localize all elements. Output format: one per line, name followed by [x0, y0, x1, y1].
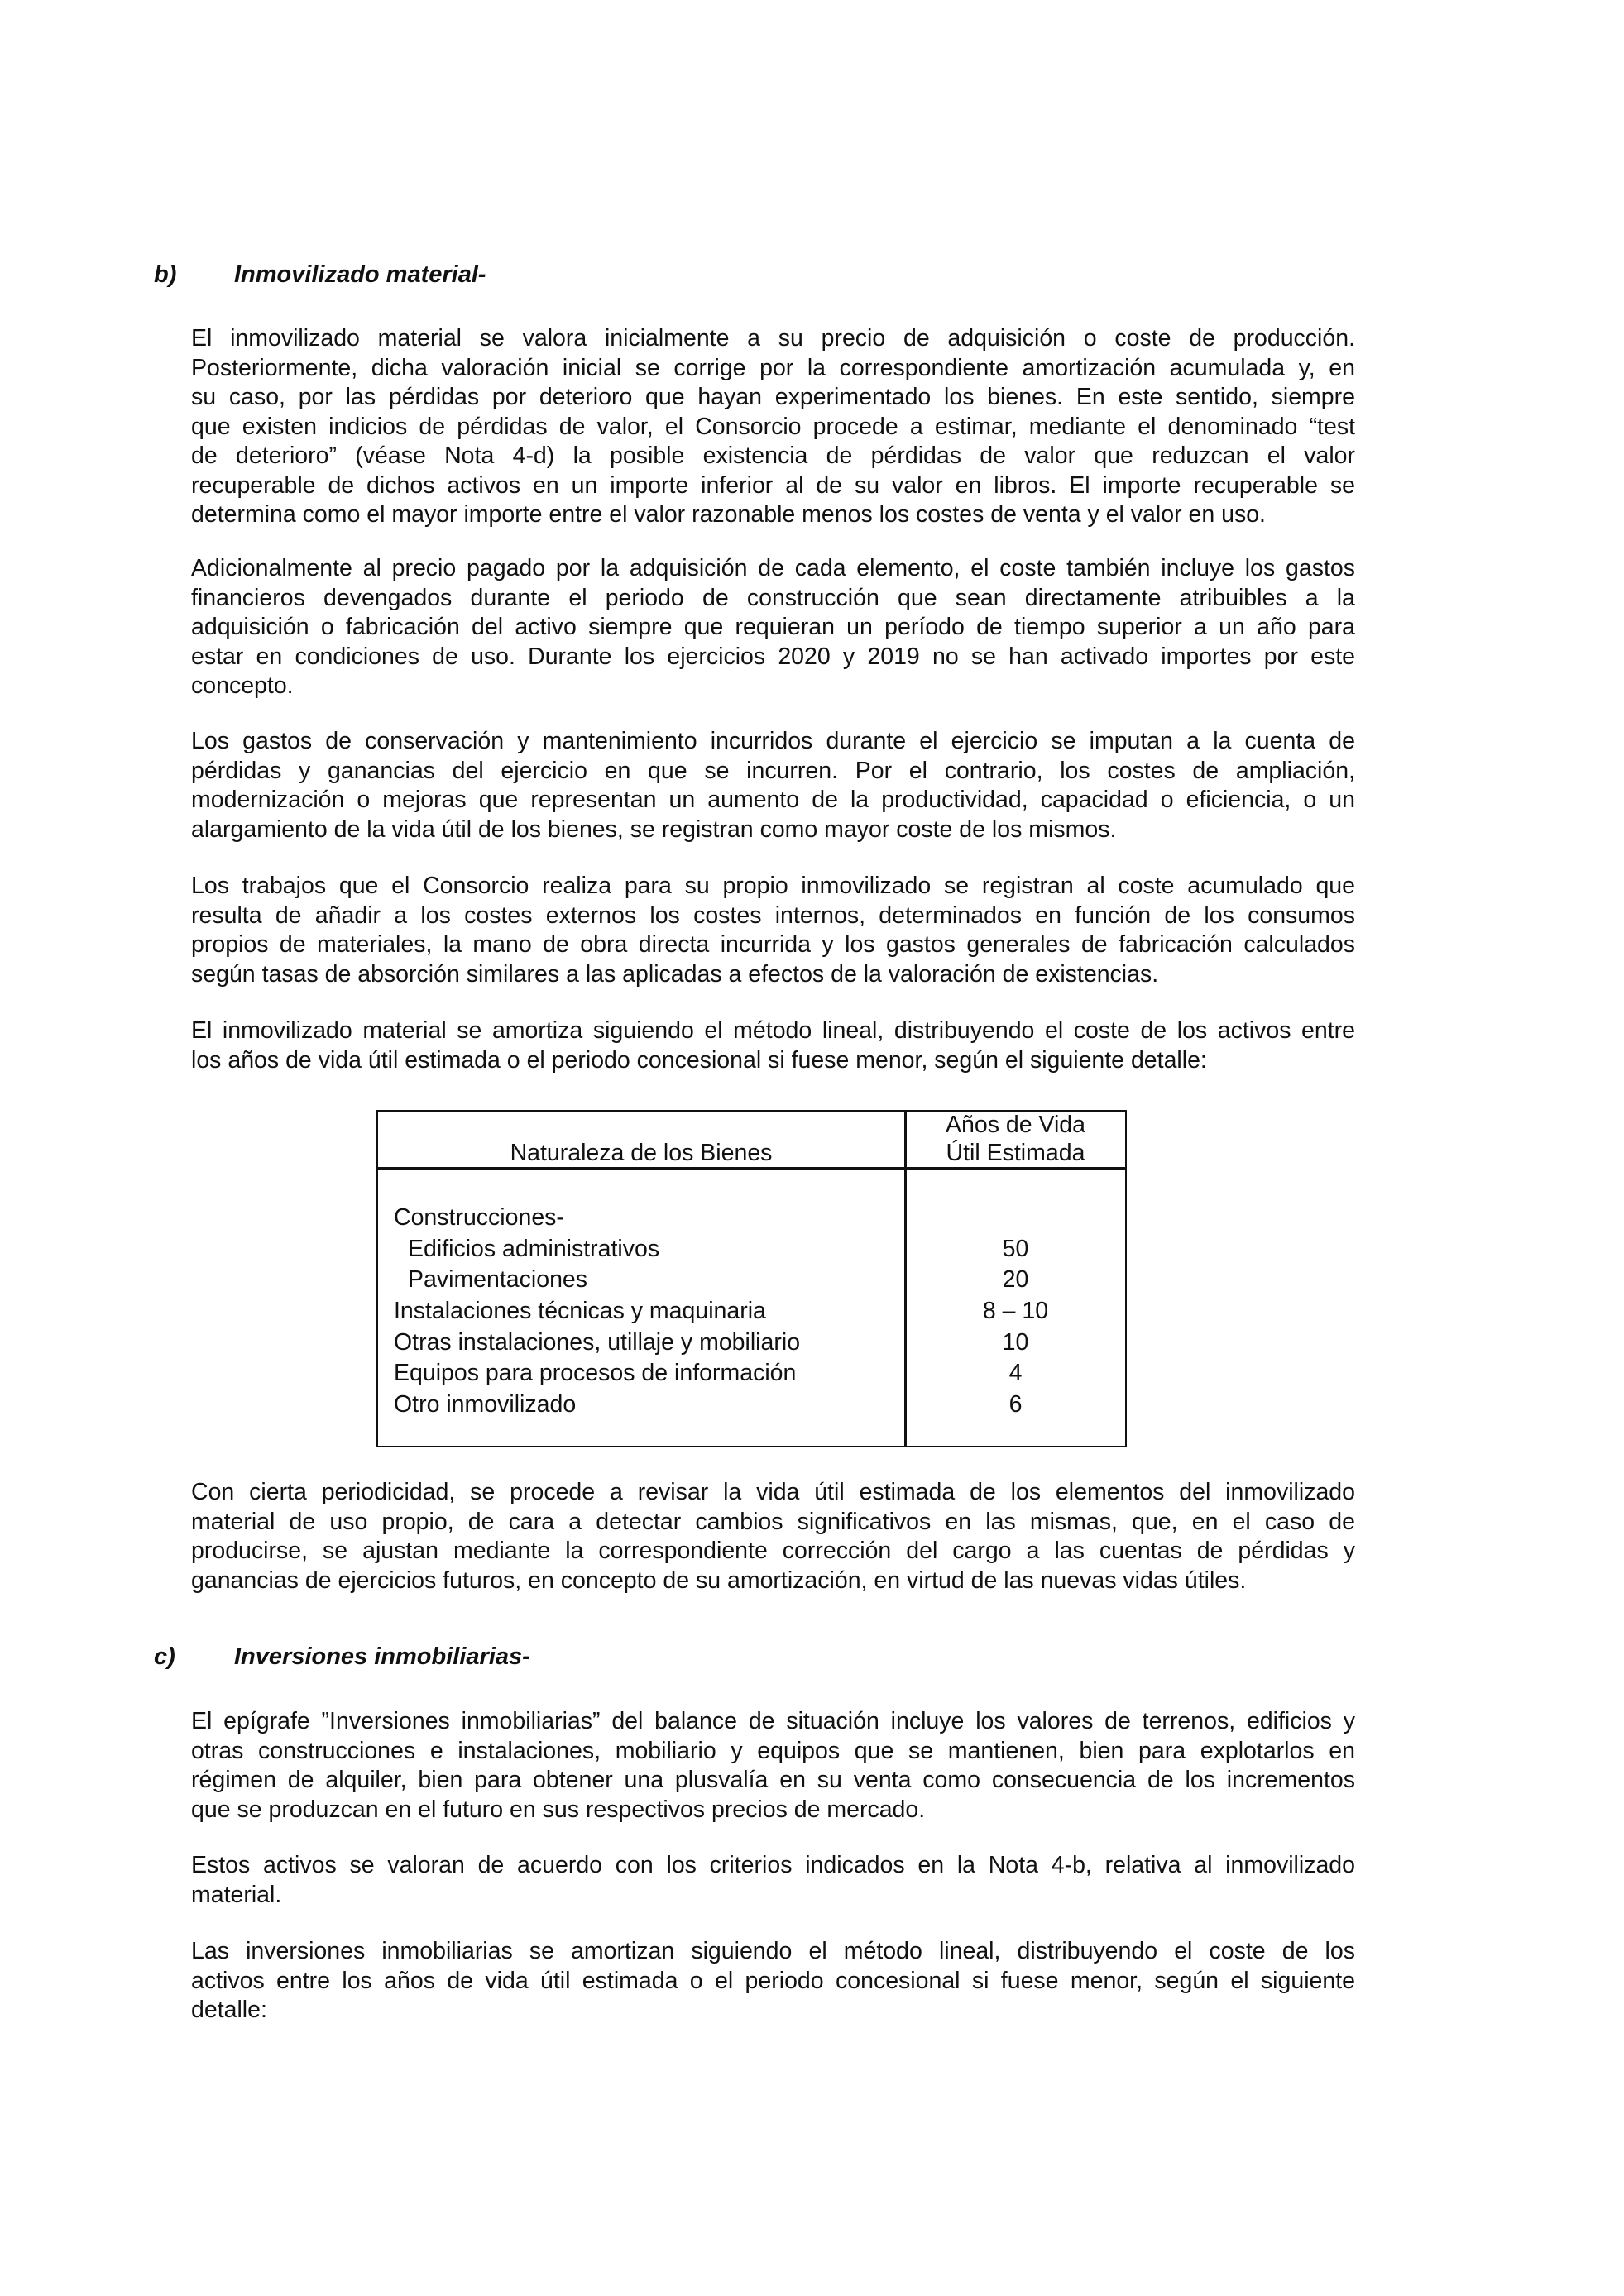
table-header-nature: Naturaleza de los Bienes: [510, 1140, 773, 1166]
table-row: [378, 1327, 1125, 1359]
row-value: 8 – 10: [982, 1298, 1049, 1325]
text-line: producirse, se ajustan mediante la correspondiente corrección del cargo a las cuentas de pérdidas y: [191, 1538, 1355, 1564]
section-b-paragraph-5: [191, 1016, 1355, 1075]
row-label: Pavimentaciones: [408, 1266, 588, 1294]
text-line: resulta de añadir a los costes externos los costes internos, determinados en función de los consumos: [191, 902, 1355, 929]
text-line: recuperable de dichos activos en un importe inferior al de su valor en libros. El importe recuperable se: [191, 471, 1355, 499]
row-label: Construcciones-: [394, 1204, 564, 1231]
table-row: [378, 1203, 1125, 1234]
table-header-years-line-2: Útil Estimada: [946, 1140, 1085, 1166]
table-row: [378, 1358, 1125, 1390]
text-line: propios de materiales, la mano de obra directa incurrida y los gastos generales de fabricación calculados: [191, 931, 1355, 958]
text-line: estar en condiciones de uso. Durante los ejercicios 2020 y 2019 no se han activado importes por este: [191, 643, 1355, 670]
section-c-paragraph-2: [191, 1851, 1355, 1910]
text-line: Posteriormente, dicha valoración inicial se corrige por la correspondiente amortización acumulada y, en: [191, 354, 1355, 381]
table-header-years: [906, 1111, 1125, 1167]
text-line: activos entre los años de vida útil estimada o el periodo concesional si fuese menor, según el siguiente: [191, 1967, 1355, 1994]
text-line: que se produzcan en el futuro en sus respectivos precios de mercado.: [191, 1796, 926, 1823]
text-line: alargamiento de la vida útil de los bienes, se registran como mayor coste de los mismos.: [191, 816, 1117, 843]
text-line: de deterioro” (véase Nota 4-d) la posible existencia de pérdidas de valor que reduzcan el valor: [191, 442, 1355, 469]
text-line: concepto.: [191, 672, 294, 699]
text-line: financieros devengados durante el periodo de construcción que sean directamente atribuibles a la: [191, 584, 1355, 611]
text-line: Los gastos de conservación y mantenimiento incurridos durante el ejercicio se imputan a la cuenta de: [191, 728, 1355, 754]
table-row: [378, 1390, 1125, 1421]
row-label: Instalaciones técnicas y maquinaria: [394, 1298, 766, 1325]
text-line: modernización o mejoras que representan un aumento de la productividad, capacidad o eficiencia, o un: [191, 787, 1355, 813]
text-line: El inmovilizado material se amortiza siguiendo el método lineal, distribuyendo el coste de los activos entre: [191, 1017, 1355, 1044]
text-line: régimen de alquiler, bien para obtener una plusvalía en su venta como consecuencia de los incrementos: [191, 1767, 1355, 1793]
text-line: los años de vida útil estimada o el periodo concesional si fuese menor, según el siguiente detalle:: [191, 1046, 1207, 1074]
section-c-paragraph-3: [191, 1937, 1355, 2026]
row-value: 10: [1002, 1328, 1029, 1356]
text-line: Con cierta periodicidad, se procede a revisar la vida útil estimada de los elementos del inmovilizado: [191, 1479, 1355, 1505]
table-header-years-line-1: Años de Vida: [945, 1112, 1086, 1138]
text-line: material de uso propio, de cara a detectar cambios significativos en las mismas, que, en el caso de: [191, 1508, 1355, 1535]
row-label: Otras instalaciones, utillaje y mobiliario: [394, 1328, 801, 1356]
text-line: El epígrafe ”Inversiones inmobiliarias” del balance de situación incluye los valores de terrenos, edificios y: [191, 1708, 1355, 1734]
text-line: otras construcciones e instalaciones, mobiliario y equipos que se mantienen, bien para explotarlos en: [191, 1737, 1355, 1764]
row-label: Edificios administrativos: [408, 1235, 660, 1262]
useful-life-table: [376, 1110, 1127, 1447]
text-line: El inmovilizado material se valora inicialmente a su precio de adquisición o coste de producción.: [191, 325, 1355, 352]
section-b-heading: [154, 260, 486, 289]
section-b-paragraph-2: [191, 554, 1355, 701]
text-line: su caso, por las pérdidas por deterioro que hayan experimentado los bienes. En este sentido, siempre: [191, 384, 1355, 410]
section-c-paragraph-1: [191, 1707, 1355, 1825]
text-line: Estos activos se valoran de acuerdo con los criterios indicados en la Nota 4-b, relativa al inmovilizado: [191, 1852, 1355, 1878]
text-line: adquisición o fabricación del activo siempre que requieran un período de tiempo superior a un año para: [191, 614, 1355, 640]
text-line: Las inversiones inmobiliarias se amortizan siguiendo el método lineal, distribuyendo el coste de los: [191, 1938, 1355, 1964]
row-value: 50: [1002, 1235, 1029, 1262]
section-b-letter: b): [154, 261, 177, 288]
section-b-paragraph-4: [191, 872, 1355, 989]
text-line: detalle:: [191, 1997, 267, 2023]
text-line: Adicionalmente al precio pagado por la adquisición de cada elemento, el coste también incluye los gastos: [191, 555, 1355, 581]
section-b-paragraph-6: [191, 1478, 1355, 1595]
text-line: determina como el mayor importe entre el valor razonable menos los costes de venta y el valor en uso.: [191, 501, 1266, 528]
text-line: Los trabajos que el Consorcio realiza para su propio inmovilizado se registran al coste acumulado que: [191, 873, 1355, 899]
table-row: [378, 1265, 1125, 1296]
section-c-heading: [154, 1642, 530, 1672]
row-value: 20: [1002, 1266, 1029, 1294]
table-row: [378, 1296, 1125, 1327]
section-b-paragraph-1: [191, 324, 1355, 530]
text-line: ganancias de ejercicios futuros, en concepto de su amortización, en virtud de las nuevas vidas útiles.: [191, 1567, 1247, 1594]
text-line: pérdidas y ganancias del ejercicio en que se incurren. Por el contrario, los costes de ampliación,: [191, 757, 1355, 784]
text-line: que existen indicios de pérdidas de valor, el Consorcio procede a estimar, mediante el denominado “test: [191, 413, 1355, 440]
row-value: 4: [1008, 1360, 1023, 1387]
row-label: Otro inmovilizado: [394, 1391, 577, 1418]
row-label: Equipos para procesos de información: [394, 1360, 797, 1387]
section-b-paragraph-3: [191, 727, 1355, 844]
table-body: [378, 1203, 1125, 1421]
text-line: según tasas de absorción similares a las aplicadas a efectos de la valoración de existencias.: [191, 960, 1159, 988]
row-value: 6: [1008, 1391, 1023, 1418]
section-c-letter: c): [154, 1643, 175, 1670]
section-b-title: Inmovilizado material-: [234, 261, 486, 288]
text-line: material.: [191, 1881, 282, 1908]
table-row: [378, 1234, 1125, 1265]
section-c-title: Inversiones inmobiliarias-: [234, 1643, 530, 1670]
table-header-divider: [378, 1167, 1125, 1170]
